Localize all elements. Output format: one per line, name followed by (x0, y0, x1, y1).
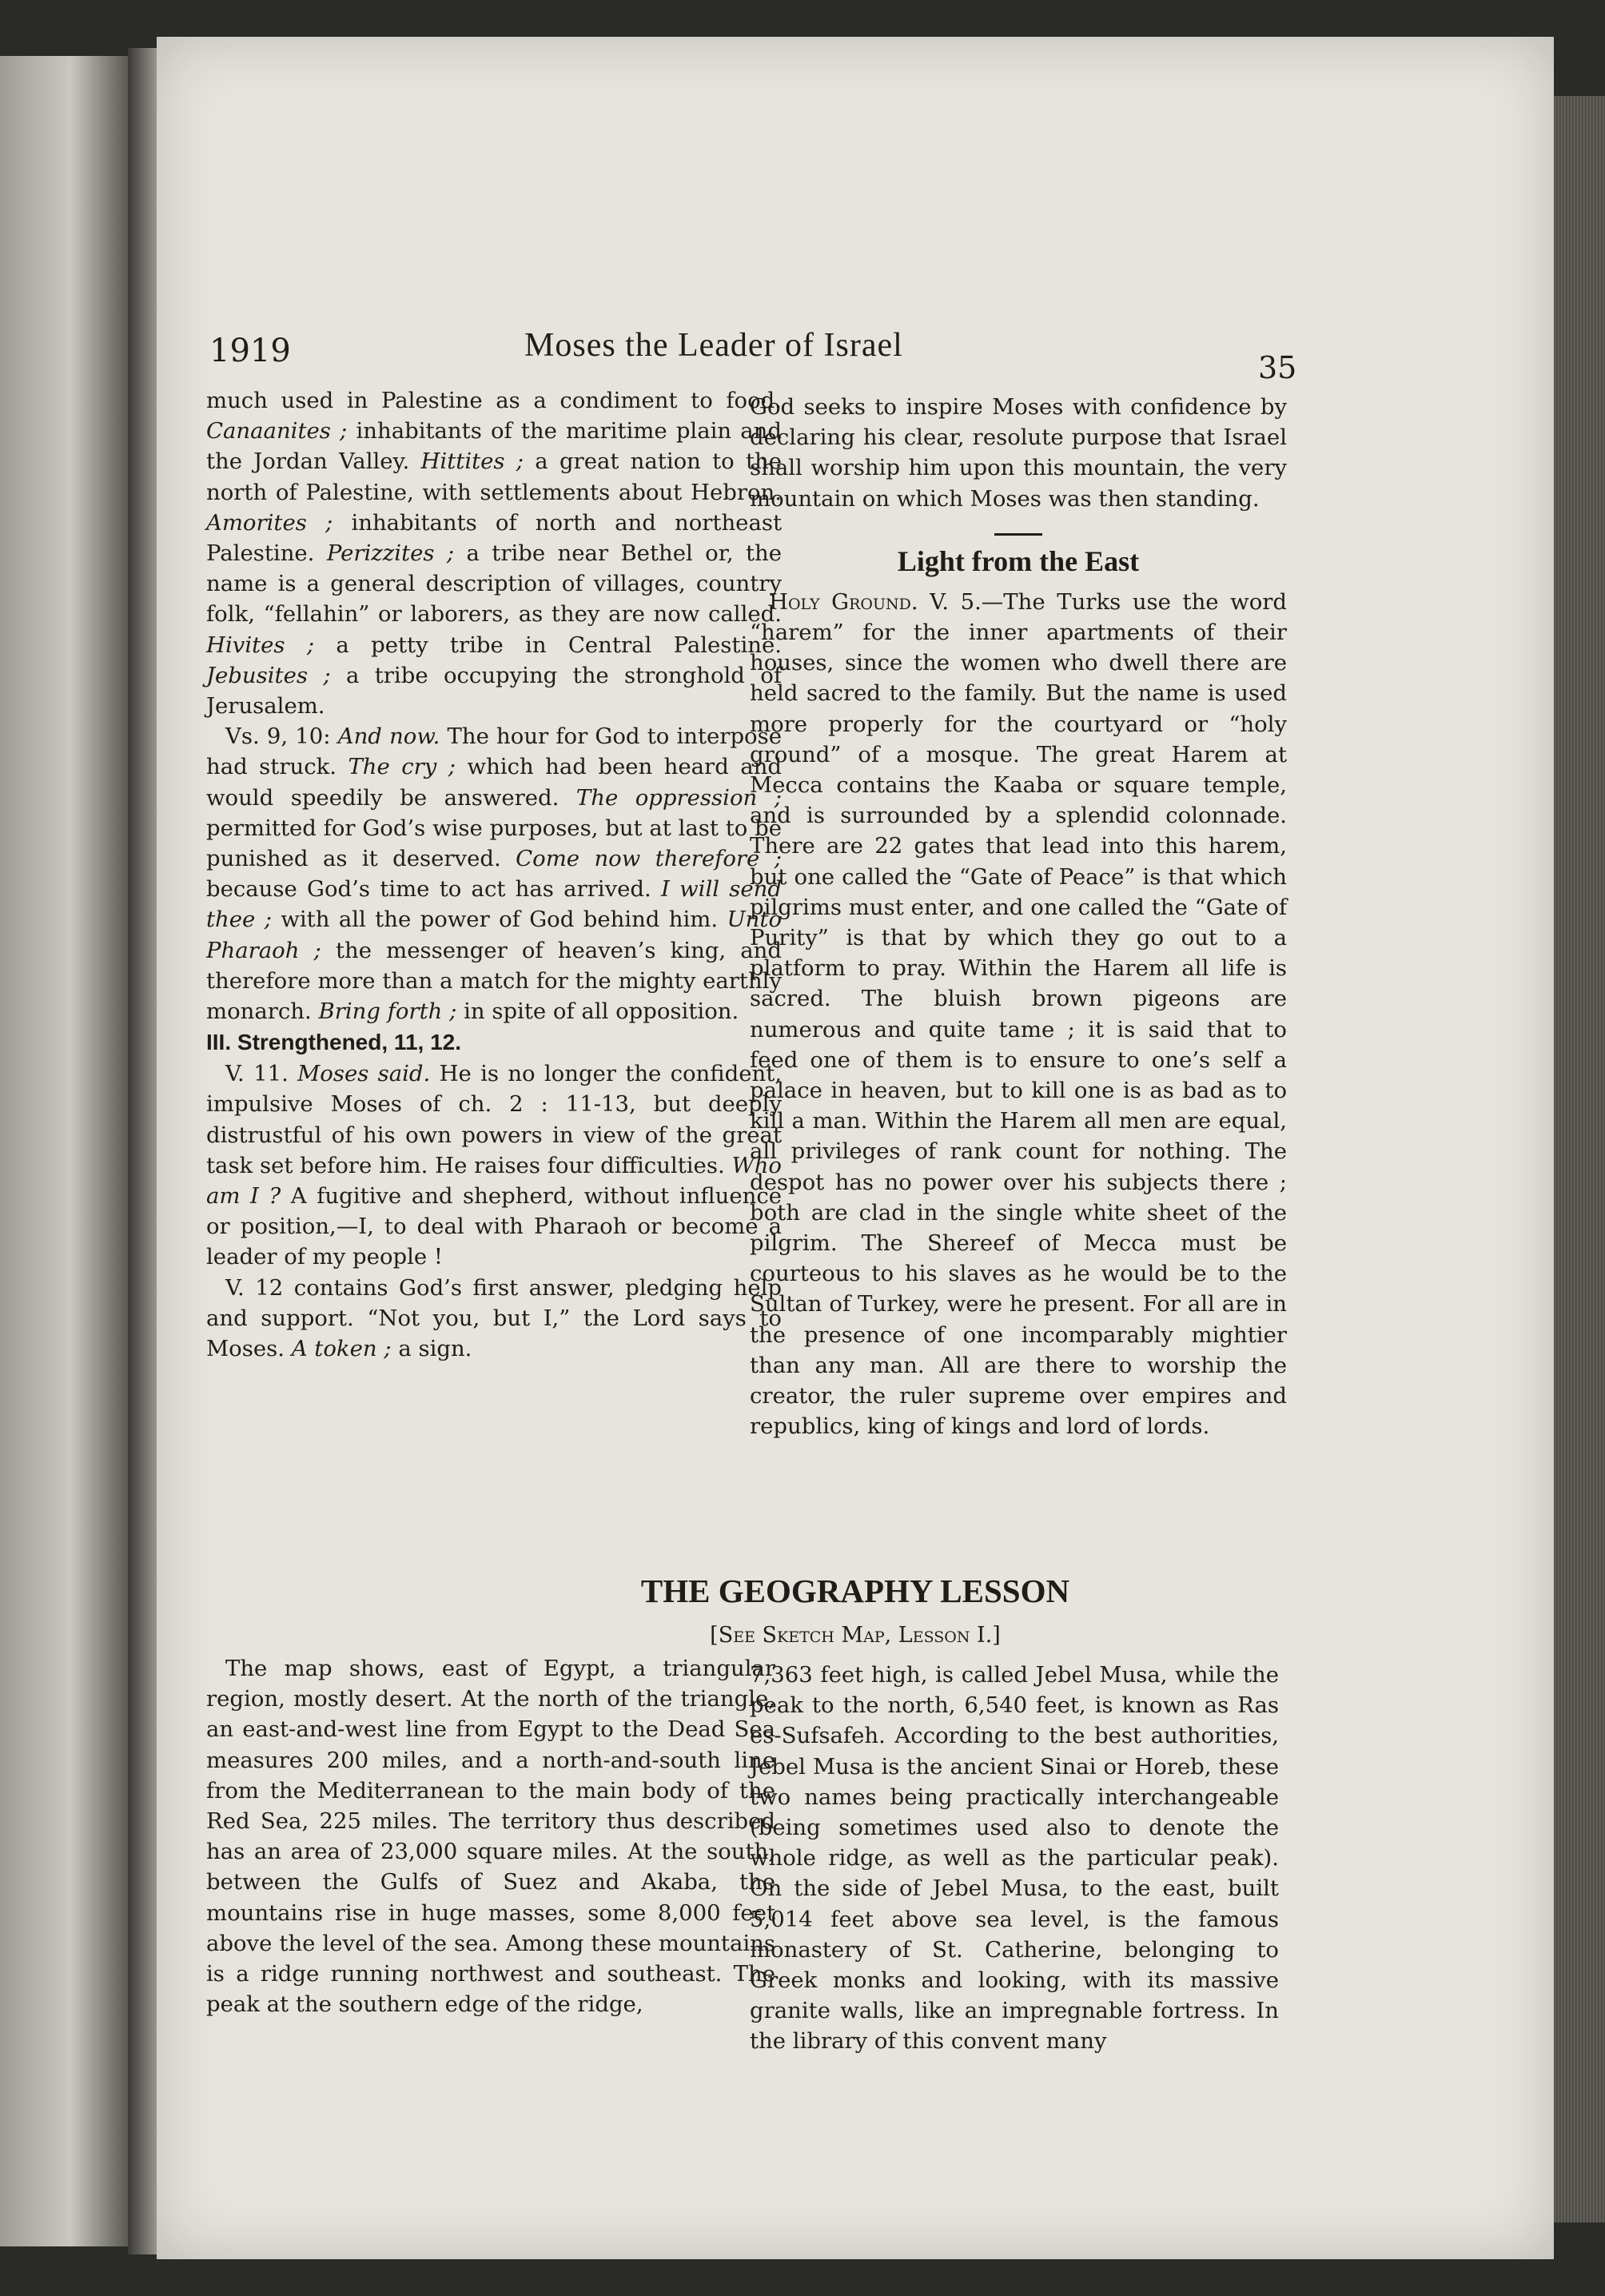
italic-term: I will send thee ; (206, 876, 782, 933)
italic-term: Jebusites ; (206, 662, 331, 688)
small-caps-term: Holy Ground. (769, 588, 918, 615)
text-run: a sign. (391, 1336, 472, 1362)
italic-term: Amorites ; (206, 509, 333, 536)
text-run: permitted for God’s wise purposes, but at last to be punished as it deserved. (206, 815, 782, 872)
italic-term: Bring forth ; (318, 999, 457, 1025)
geography-subheading: [See Sketch Map, Lesson I.] (710, 1623, 1001, 1648)
text-run: which had been heard and would speedily be answered. (206, 754, 782, 811)
text-run: the messenger of heaven’s king, and therefore more than a match for the mighty earthly monarch. (206, 937, 782, 1025)
paragraph (206, 721, 782, 1026)
section-divider (994, 533, 1042, 536)
italic-term: Moses said. (297, 1061, 431, 1087)
italic-term: Perizzites ; (326, 540, 455, 567)
paragraph (206, 1273, 782, 1365)
italic-term: The oppression ; (575, 784, 782, 811)
text-run: a tribe occupying the stronghold of Jerusalem. (206, 662, 782, 719)
running-head-title: Moses the Leader of Israel (524, 327, 903, 364)
running-head (157, 326, 1554, 385)
paragraph (206, 1058, 782, 1272)
page-number: 35 (1258, 350, 1297, 385)
text-run: He is no longer the confident, impulsive Moses of ch. 2 : 11-13, but deeply distrustful of his own powers in view of the great task set before him. He raises four difficulties. (206, 1061, 782, 1178)
text-run: The hour for God to interpose had struck. (206, 723, 783, 780)
italic-term: And now. (337, 723, 440, 750)
text-run: in spite of all opposition. (456, 999, 739, 1025)
text-run: inhabitants of north and northeast Palestine. (206, 509, 782, 567)
text-run: V. 5.—The Turks use the word “harem” for the inner apartments of their houses, since the women who dwell there are held sacred to the family. But the name is used more properly for the courtyard or “holy ground” of a mosque. The great Harem at Mecca contains the Kaaba or square temple, and is surrounded by a splendid colonnade. There are 22 gates that lead into this harem, but one called the “Gate of Peace” is that which pilgrims must enter, and one called the “Gate of Purity” is that by which they go out to a platform to pray. Within the Harem all life is sacred. The bluish brown pigeons are numerous and quite tame ; it is said that to feed one of them is to ensure to one’s self a palace in heaven, but to kill one is as bad as to kill a man. Within the Harem all men are equal, all privileges of rank count for nothing. The despot has no power over his subjects there ; both are clad in the single white sheet of the pilgrim. The Shereef of Mecca must be courteous to his slaves as he would be to the Sultan of Turkey, were he present. For all are in the presence of one incomparably mightier than any man. All are there to worship the creator, the ruler supreme over empires and republics, king of kings and lord of lords. (750, 588, 1287, 1440)
section-heading: III. Strengthened, 11, 12. (206, 1030, 461, 1055)
section-heading: Light from the East (897, 544, 1140, 577)
text-run: with all the power of God behind him. (271, 907, 727, 933)
text-run: a great nation to the north of Palestine, with settlements about Hebron. (206, 448, 783, 505)
page-block-edges (1554, 96, 1605, 2222)
text-run: A fugitive and shepherd, without influence or position,—I, to deal with Pharaoh or become a leader of my people ! (206, 1183, 783, 1270)
text-run: Vs. 9, 10: (225, 723, 338, 750)
paragraph (750, 587, 1287, 1442)
geography-right-column (750, 1660, 1279, 2057)
italic-term: Hivites ; (206, 632, 315, 658)
text-run: a petty tribe in Central Palestine. (314, 632, 782, 658)
italic-term: Come now therefore ; (516, 846, 782, 872)
italic-term: Who am I ? (206, 1152, 782, 1210)
facing-page-edge (0, 56, 128, 2246)
paragraph (206, 1653, 775, 2019)
left-column (206, 385, 782, 1364)
text-run: The map shows, east of Egypt, a triangular region, mostly desert. At the north of the triangle, an east-and-west line from Egypt to the Dead Sea measures 200 miles, and a north-and-south line from the Mediterranean to the main body of the Red Sea, 225 miles. The territory thus described has an area of 23,000 square miles. At the south, between the Gulfs of Suez and Akaba, the mountains rise in huge masses, some 8,000 feet above the level of the sea. Among these mountains is a ridge running northwest and southeast. The peak at the southern edge of the ridge, (206, 1656, 775, 2018)
text-run: much used in Palestine as a condiment to food. (206, 388, 782, 413)
text-run: inhabitants of the maritime plain and the Jordan Valley. (206, 418, 782, 475)
text-run: V. 12 contains God’s first answer, pledging help and support. “Not you, but I,” the Lord says to Moses. (206, 1274, 782, 1362)
right-column (750, 392, 1287, 1442)
text-run: God seeks to inspire Moses with confidence by declaring his clear, resolute purpose that Israel shall worship him upon this mountain, the very mountain on which Moses was then standing. (750, 394, 1287, 512)
book-page (157, 37, 1554, 2259)
text-run: V. 11. (225, 1061, 298, 1087)
italic-term: The cry ; (348, 754, 456, 780)
geography-left-column (206, 1653, 775, 2019)
text-run: 7,363 feet high, is called Jebel Musa, while the peak to the north, 6,540 feet, is known as Ras es-Sufsafeh. According to the best authorities, Jebel Musa is the ancient Sinai or Horeb, these two names being practically interchangeable (being sometimes used also to denote the whole ridge, as well as the particular peak). On the side of Jebel Musa, to the east, built 5,014 feet above sea level, is the famous monastery of St. Catherine, belonging to Greek monks and looking, with its massive granite walls, like an impregnable fortress. In the library of this convent many (750, 1662, 1279, 2055)
italic-term: Hittites ; (420, 448, 524, 475)
paragraph (750, 392, 1287, 514)
paragraph (206, 385, 782, 721)
text-run: because God’s time to act has arrived. (206, 876, 661, 903)
italic-term: Unto Pharaoh ; (206, 907, 782, 963)
text-run: a tribe near Bethel or, the name is a general description of villages, country folk, “fellahin” or laborers, as they are now called. (206, 540, 783, 628)
italic-term: A token ; (291, 1336, 392, 1362)
paragraph (750, 1660, 1279, 2057)
geography-heading: THE GEOGRAPHY LESSON (640, 1573, 1070, 1609)
book-gutter (128, 48, 160, 2254)
running-head-year: 1919 (209, 333, 291, 369)
italic-term: Canaanites ; (206, 418, 348, 444)
